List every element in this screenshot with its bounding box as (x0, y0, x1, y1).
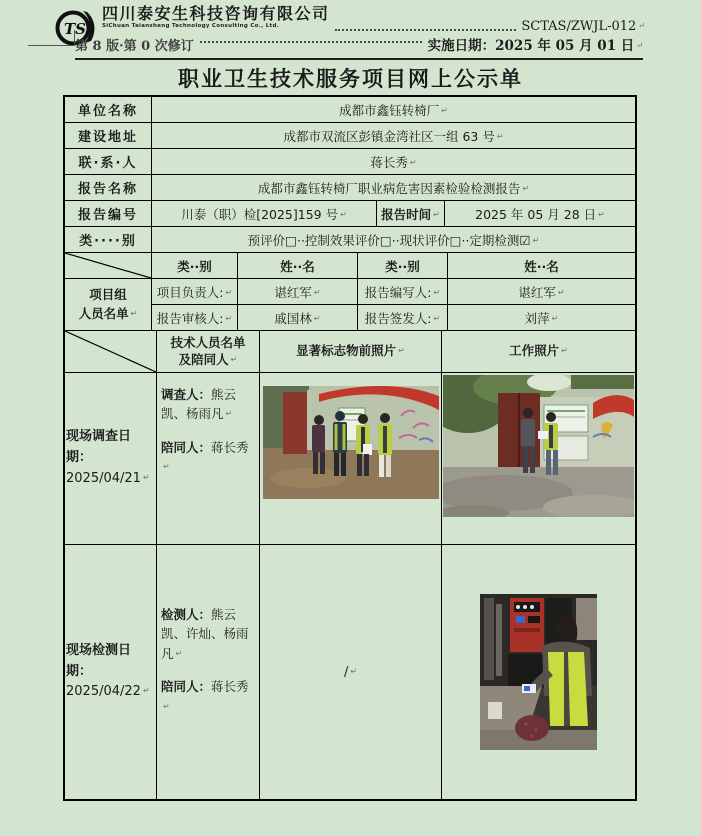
companion-names: 蒋长秀 ↵ (161, 679, 249, 713)
team-role: 报告签发人: ↵ (365, 309, 440, 327)
testing-date-cell (65, 545, 157, 799)
companion-label: 陪同人： (161, 439, 212, 455)
surveyor-names: 熊云凯、杨雨凡 ↵ (161, 387, 236, 421)
survey-date-label: 现场调查日期： (66, 429, 132, 466)
team-person: 刘萍 ↵ (525, 309, 559, 327)
team-person: 戚国林 ↵ (274, 309, 320, 327)
category-label: 类····别 (65, 227, 152, 253)
companion-label: 陪同人： (161, 679, 212, 695)
team-col-category-2: 类··别 (358, 253, 448, 279)
unit-name-value: 成都市鑫钰转椅厂 ↵ (339, 101, 448, 119)
survey-date-value: 2025/04/21 ↵ (66, 469, 150, 490)
table-row-report-name (65, 175, 635, 201)
company-name-block (102, 5, 330, 29)
team-col-category-1: 类··别 (152, 253, 238, 279)
dotted-leader (335, 29, 517, 31)
unit-name-label: 单位名称 (65, 97, 152, 123)
margin-mark-horizontal (28, 45, 75, 46)
team-rows (65, 279, 635, 331)
table-row-category (65, 227, 635, 253)
companion-names: 蒋长秀 ↵ (161, 440, 249, 474)
address-label: 建设地址 (65, 123, 152, 149)
category-checkboxes: 预评价□··控制效果评价□··现状评价□··定期检测☑ ↵ (248, 231, 540, 249)
document-code: SCTAS/ZWJL-012 ↵ (521, 19, 645, 34)
team-role: 报告编写人: ↵ (365, 283, 440, 301)
outdoor-work-photo (443, 375, 634, 517)
diagonal-line (65, 331, 156, 372)
table-row-report-no (65, 201, 635, 227)
contact-label: 联·系·人 (65, 149, 152, 175)
sign-photo-cell (260, 373, 442, 545)
report-name-value: 成都市鑫钰转椅厂职业病危害因素检验检测报告 ↵ (258, 179, 529, 197)
diagonal-blank-cell (65, 253, 152, 279)
table-row-address (65, 123, 635, 149)
surveyor-label: 调查人： (161, 387, 212, 402)
contact-value: 蒋长秀 ↵ (370, 153, 416, 171)
team-role: 报告审核人: ↵ (157, 309, 232, 327)
testing-date-label: 现场检测日期： (66, 642, 132, 679)
address-value: 成都市双流区彭镇金湾社区一组 63 号 ↵ (283, 127, 503, 145)
company-name-en: SiChuan Taiansheng Technology Consulting Co., Ltd. (102, 22, 280, 29)
page-title: 职业卫生技术服务项目网上公示单 (178, 67, 523, 91)
team-group-label (65, 279, 152, 331)
dotted-leader (200, 41, 422, 43)
slash-text: / ↵ (344, 665, 357, 680)
survey-date-cell (65, 373, 157, 545)
team-role: 项目负责人: ↵ (157, 283, 232, 301)
table-row-contact (65, 149, 635, 175)
report-time-label: 报告时间 ↵ (381, 205, 440, 223)
team-col-name-2: 姓··名 (448, 253, 635, 279)
team-person: 谌红军 ↵ (274, 283, 320, 301)
photo-col-sign: 显著标志物前照片 ↵ (296, 343, 405, 360)
svg-text:TS: TS (64, 20, 86, 38)
report-no-value: 川泰（职）检[2025]159 号 ↵ (181, 205, 347, 223)
team-row-2 (152, 305, 635, 331)
photo-header-row (65, 331, 635, 373)
report-time-value: 2025 年 05 月 28 日 ↵ (475, 205, 605, 223)
survey-row (65, 373, 635, 545)
testing-persons-cell (157, 545, 260, 799)
diagonal-line (65, 253, 151, 278)
photo-col-work: 工作照片 ↵ (509, 343, 568, 360)
report-no-label: 报告编号 (65, 201, 152, 227)
workshop-photo-cell (442, 545, 635, 799)
revision-line (75, 34, 643, 60)
report-name-label: 报告名称 (65, 175, 152, 201)
workshop-testing-photo (480, 594, 597, 750)
publicity-form-table (63, 95, 637, 801)
survey-persons-cell (157, 373, 260, 545)
implementation-date: 实施日期：2025 年 05 月 01 日 ↵ (428, 34, 643, 54)
revision-text: 第 8 版·第 0 次修订 (75, 38, 194, 54)
company-name-cn: 四川泰安生科技咨询有限公司 (102, 4, 330, 23)
photo-col-personnel (157, 331, 260, 373)
no-photo-placeholder (260, 545, 442, 799)
team-group-label-line1: 项目组 (89, 286, 127, 302)
work-photo-cell (442, 373, 635, 545)
team-row-1 (152, 279, 635, 305)
group-photo-before-sign (263, 386, 439, 499)
testing-row (65, 545, 635, 799)
team-col-name-1: 姓··名 (238, 253, 358, 279)
table-row-unit-name (65, 97, 635, 123)
testing-date-value: 2025/04/22 ↵ (66, 682, 150, 703)
team-header-row (65, 253, 635, 279)
photo-col-personnel-line2: 及陪同人 ↵ (179, 352, 238, 369)
tester-names: 熊云凯、许灿、杨雨凡 ↵ (161, 607, 249, 661)
diagonal-blank-cell (65, 331, 157, 373)
tester-label: 检测人： (161, 607, 212, 622)
team-person: 谌红军 ↵ (518, 283, 564, 301)
photo-col-personnel-line1: 技术人员名单 (170, 334, 246, 350)
team-group-label-line2: 人员名单 ↵ (79, 305, 138, 324)
